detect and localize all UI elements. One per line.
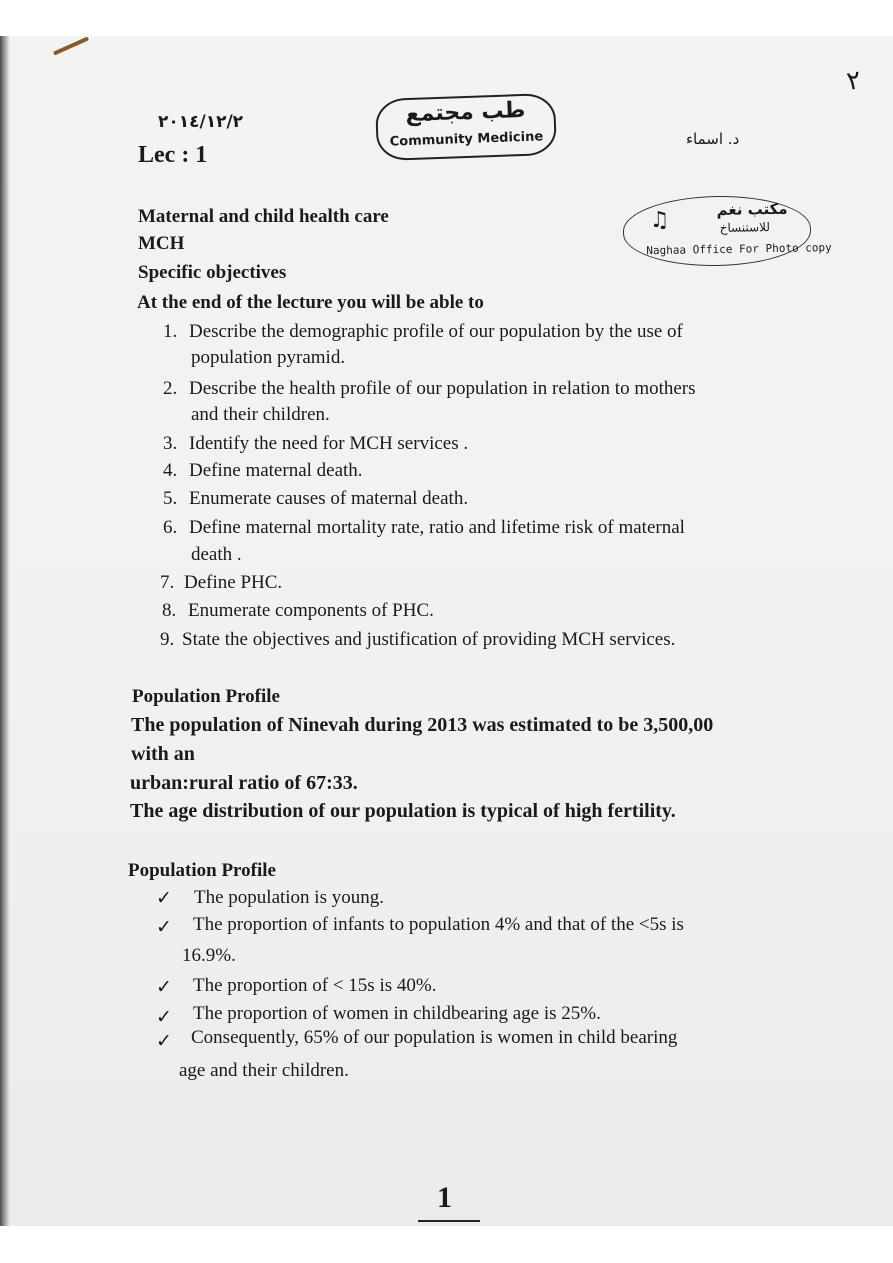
section-heading: Population Profile bbox=[128, 860, 276, 881]
objectives-heading: Specific objectives bbox=[138, 262, 287, 283]
music-note-icon: ♫ bbox=[649, 207, 670, 234]
page-number: 1 bbox=[437, 1181, 452, 1214]
objective-item: 9. State the objectives and justification of providing MCH services. bbox=[160, 629, 676, 650]
paragraph-line: with an bbox=[131, 743, 195, 765]
check-icon: ✓ bbox=[156, 888, 172, 909]
objective-item: 6. Define maternal mortality rate, ratio and lifetime risk of maternal bbox=[163, 517, 685, 538]
objective-item-continuation: and their children. bbox=[191, 404, 330, 425]
office-stamp-arabic-name: مكتب نغم bbox=[716, 199, 788, 220]
paragraph-line: urban:rural ratio of 67:33. bbox=[130, 772, 358, 794]
paper-edge-shadow bbox=[0, 36, 10, 1226]
objectives-lead-in: At the end of the lecture you will be able to bbox=[137, 292, 484, 313]
objective-item: 8. Enumerate components of PHC. bbox=[162, 600, 434, 621]
objective-item-continuation: population pyramid. bbox=[191, 347, 346, 368]
stamp-english-title: Community Medicine bbox=[389, 129, 544, 150]
office-stamp-arabic-sub: للاستنساخ bbox=[719, 220, 771, 235]
document-abbrev: MCH bbox=[138, 233, 185, 254]
bullet-text: The population is young. bbox=[194, 887, 384, 908]
bullet-text-continuation: age and their children. bbox=[179, 1060, 349, 1081]
lecture-date: ٢٠١٤/١٢/٢ bbox=[158, 112, 244, 132]
objective-item: 4. Define maternal death. bbox=[163, 460, 363, 481]
check-icon: ✓ bbox=[156, 917, 172, 938]
section-heading: Population Profile bbox=[132, 686, 280, 707]
objective-item: 5. Enumerate causes of maternal death. bbox=[163, 488, 469, 509]
paragraph-line: The age distribution of our population is typical of high fertility. bbox=[130, 800, 676, 822]
objective-item: 7. Define PHC. bbox=[160, 572, 283, 593]
check-icon: ✓ bbox=[156, 977, 172, 998]
stamp-arabic-title: طب مجتمع bbox=[405, 97, 526, 128]
document-title: Maternal and child health care bbox=[138, 206, 389, 227]
objective-item: 2. Describe the health profile of our population in relation to mothers bbox=[163, 378, 696, 399]
bullet-text: Consequently, 65% of our population is women in child bearing bbox=[191, 1027, 678, 1048]
bullet-text: The proportion of women in childbearing age is 25%. bbox=[193, 1003, 601, 1024]
office-stamp-english: Naghaa Office For Photo copy bbox=[646, 241, 832, 258]
objective-item: 1. Describe the demographic profile of our population by the use of bbox=[163, 321, 683, 342]
corner-handwritten-mark: ٢ bbox=[844, 65, 864, 97]
page-number-underline bbox=[418, 1220, 480, 1222]
community-medicine-stamp bbox=[375, 93, 557, 161]
bullet-text-continuation: 16.9%. bbox=[182, 945, 236, 966]
bullet-text: The proportion of < 15s is 40%. bbox=[193, 975, 437, 996]
objective-item: 3. Identify the need for MCH services . bbox=[163, 433, 469, 454]
lecture-number: Lec : 1 bbox=[138, 142, 208, 168]
bullet-text: The proportion of infants to population 4% and that of the <5s is bbox=[193, 914, 684, 935]
objective-item-continuation: death . bbox=[191, 544, 242, 565]
doctor-name: د. اسماء bbox=[686, 130, 740, 148]
check-icon: ✓ bbox=[156, 1007, 172, 1028]
paragraph-line: The population of Ninevah during 2013 was estimated to be 3,500,00 bbox=[131, 714, 714, 736]
check-icon: ✓ bbox=[156, 1031, 172, 1052]
